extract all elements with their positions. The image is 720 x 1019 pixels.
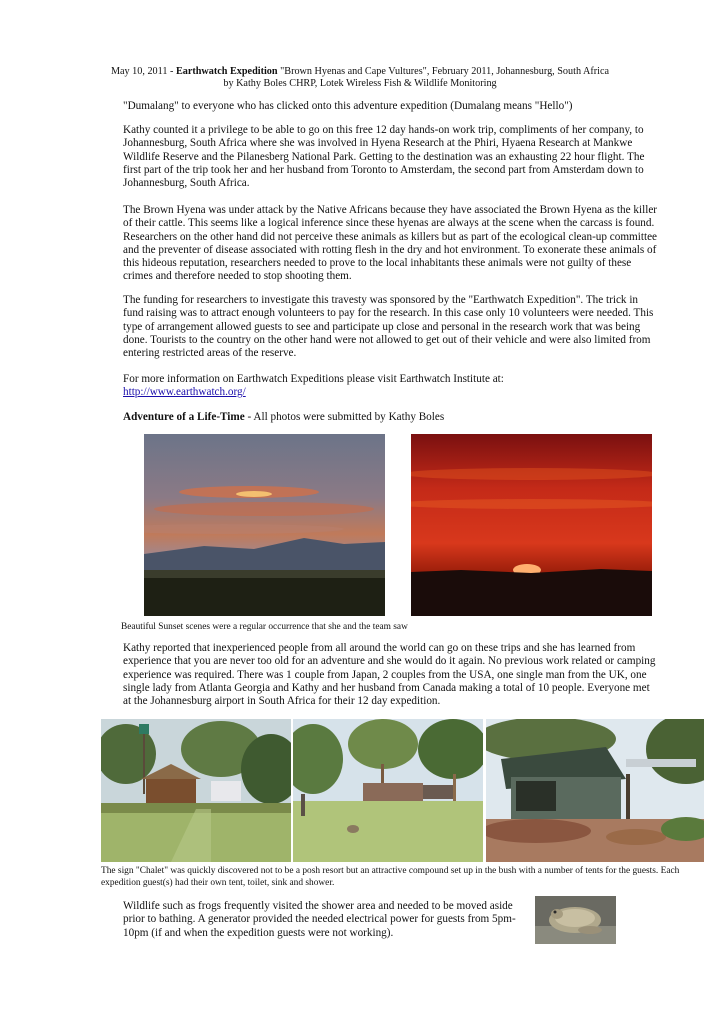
info-paragraph — [123, 373, 658, 400]
earthwatch-link[interactable]: http://www.earthwatch.org/ — [123, 386, 246, 399]
paragraph-wildlife: Wildlife such as frogs frequently visited the shower area and needed to be moved aside prior to bathing. A generator provided the needed electrical power for guests from 5pm-10pm (if and when the expedition guests were not working). — [123, 900, 516, 939]
chalet-photo-2 — [293, 719, 483, 862]
publication-name: Earthwatch Expedition — [175, 66, 278, 77]
article-header — [0, 66, 720, 78]
sunset-photo-2 — [411, 434, 652, 616]
adventure-title: Adventure of a Life-Time — [123, 411, 245, 423]
chalet-photo-3 — [486, 719, 704, 862]
article-byline: by Kathy Boles CHRP, Lotek Wireless Fish & Wildlife Monitoring — [223, 78, 497, 89]
frog-photo — [535, 896, 616, 944]
chalet-photo-1 — [101, 719, 291, 862]
paragraph-trip-intro: Kathy counted it a privilege to be able to go on this free 12 day hands-on work trip, compliments of her company, to Johannesburg, South Africa where she was involved in Hyena Research at the Phiri, Hyaena Research at Mankwe Wildlife Reserve and the Pilanesberg National Park. Getting to the destination was an exhausting 22 hour flight. The first part of the trip took her and her husband from Toronto to Amsterdam, the second part from Amsterdam down to Johannesburg, South Africa. — [123, 124, 645, 190]
paragraph-brown-hyena: The Brown Hyena was under attack by the Native Africans because they have associated the Brown Hyena as the killer of their cattle. This seems like a logical inference since these hyenas are always at the scene when the carcass is found. Researchers on the other hand did not perceive these animals as killers but as part of the ecological clean-up committee and the preventer of disease associated with rotting flesh in the dry and hot environment. To exonerate these animals of this hideous reputation, researchers needed to prove to the local inhabitants these animals were not guilty of these crimes and therefore needed to stop shooting them. — [123, 204, 658, 283]
paragraph-funding: The funding for researchers to investigate this travesty was sponsored by the "Earthwatch Expedition". The trick in fund raising was to attract enough volunteers to pay for the research. In this case only 10 volunteers were needed. This type of arrangement allowed guests to see and participate up close and personal in the research work that was being done. Tourists to the country on the other hand were not allowed to get out of their vehicle and were also limited from entering restricted areas of the reserve. — [123, 294, 654, 360]
greeting-paragraph: "Dumalang" to everyone who has clicked onto this adventure expedition (Dumalang means "Hello") — [123, 100, 573, 112]
article-date: May 10, 2011 - — [110, 66, 176, 77]
adventure-heading — [123, 411, 658, 424]
sunset-photo-1 — [144, 434, 385, 616]
article-title: "Brown Hyenas and Cape Vultures", February 2011, Johannesburg, South Africa — [277, 66, 610, 77]
sunset-caption: Beautiful Sunset scenes were a regular occurrence that she and the team saw — [121, 622, 408, 632]
adventure-credit: - All photos were submitted by Kathy Boles — [244, 411, 445, 423]
info-text: For more information on Earthwatch Expeditions please visit Earthwatch Institute at: — [123, 373, 504, 385]
paragraph-participants: Kathy reported that inexperienced people from all around the world can go on these trips and she has learned from experience that you are never too old for an adventure and she would do it again. No previous work related or camping experience was required. There was 1 couple from Japan, 2 couples from the USA, one single man from the UK, one single lady from Atlanta Georgia and Kathy and her husband from Canada making a total of 10 people. Everyone met at the Johannesburg airport in South Africa for their 12 day expedition. — [123, 642, 656, 708]
chalet-caption: The sign "Chalet" was quickly discovered not to be a posh resort but an attractive compound set up in the bush with a number of tents for the guests. Each expedition guest(s) had their own tent, toilet, sink and shower. — [101, 866, 680, 888]
